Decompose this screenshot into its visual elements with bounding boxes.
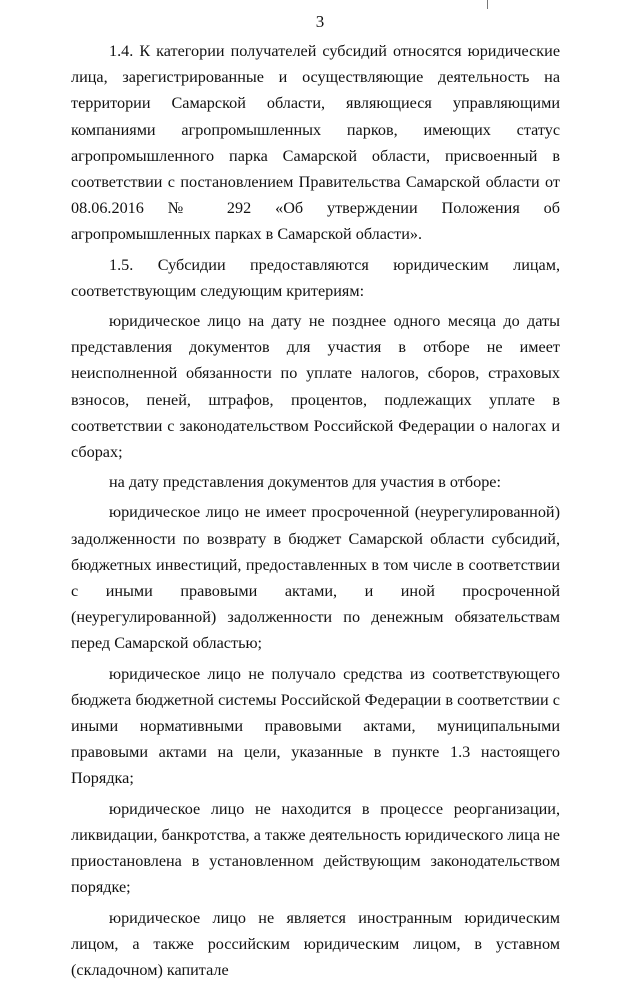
criterion-not-foreign: юридическое лицо не является иностранным юридическим лицом, а также российским юридическим лицом, в уставном (складочном) капитале (71, 905, 560, 983)
paragraph-1-5: 1.5. Субсидии предоставляются юридическим лицам, соответствующим следующим критериям: (71, 252, 560, 304)
paragraph-1-4: 1.4. К категории получателей субсидий относятся юридические лица, зарегистрированные и осуществляющие деятельность на территории Самарской области, являющиеся управляющими компаниями агропромышленных парков, имеющих статус агропромышленного парка Самарской области, присвоенный в соответствии с постановлением Правительства Самарской области от 08.06.2016 № 292 «Об утверждении Положения об агропромышленных парках в Самарской области». (71, 38, 560, 248)
criterion-no-debt: юридическое лицо не имеет просроченной (неурегулированной) задолженности по возврату в бюджет Самарской области субсидий, бюджетных инвестиций, предоставленных в том числе в соответствии с иными правовыми актами, и иной просроченной (неурегулированной) задолженности по денежным обязательствам перед Самарской областью; (71, 499, 560, 656)
document-body (71, 38, 560, 983)
criterion-no-reorganization: юридическое лицо не находится в процессе реорганизации, ликвидации, банкротства, а также деятельность юридического лица не приостановлена в установленном действующим законодательством порядке; (71, 796, 560, 901)
criterion-no-other-funds: юридическое лицо не получало средства из соответствующего бюджета бюджетной системы Российской Федерации в соответствии с иными нормативными правовыми актами, муниципальными правовыми актами на цели, указанные в пункте 1.3 настоящего Порядка; (71, 661, 560, 792)
page-number: 3 (0, 12, 640, 32)
criterion-date-intro: на дату представления документов для участия в отборе: (71, 469, 560, 495)
scan-mark (487, 0, 488, 9)
criterion-tax-obligations: юридическое лицо на дату не позднее одного месяца до даты представления документов для участия в отборе не имеет неисполненной обязанности по уплате налогов, сборов, страховых взносов, пеней, штрафов, процентов, подлежащих уплате в соответствии с законодательством Российской Федерации о налогах и сборах; (71, 308, 560, 465)
